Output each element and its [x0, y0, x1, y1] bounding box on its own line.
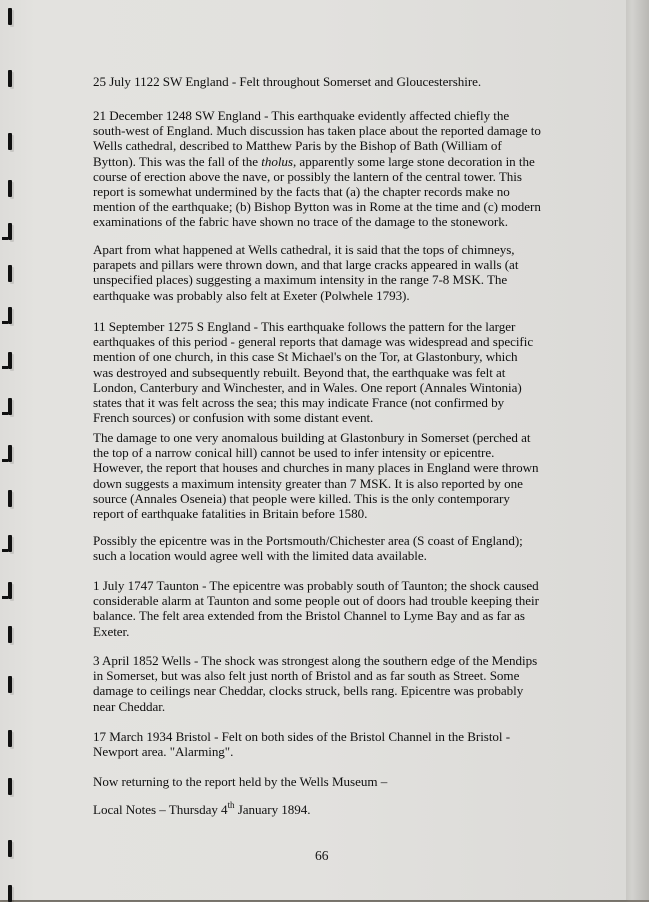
binding-hole	[8, 582, 12, 599]
text-line: mention of one church, in this case St Michael's on the Tor, at Glastonbury, which	[93, 349, 518, 365]
text-line: south-west of England. Much discussion has taken place about the reported damage to	[93, 123, 541, 139]
binding-hole	[8, 223, 12, 240]
binding-hole	[8, 676, 12, 693]
text-line: However, the report that houses and churches in many places in England were thrown	[93, 460, 539, 476]
binding-hole	[8, 885, 12, 902]
text-line: 3 April 1852 Wells - The shock was strongest along the southern edge of the Mendips	[93, 653, 538, 668]
text-line: considerable alarm at Taunton and some people out of doors had trouble keeping their	[93, 593, 539, 609]
binding-hole	[8, 307, 12, 324]
local-notes-before: Local Notes – Thursday 4	[93, 802, 228, 817]
text-line: states that it was felt across the sea; this may indicate France (not confirmed by	[93, 395, 505, 411]
text-line: French sources) or confusion with some distant event.	[93, 410, 374, 426]
binding-hole	[8, 398, 12, 415]
text-line: report is somewhat undermined by the facts that (a) the chapter records make no	[93, 184, 510, 200]
paragraph-wells-museum	[93, 774, 387, 789]
binding-hole	[8, 445, 12, 462]
text-line: mention of the earthquake; (b) Bishop Bytton was in Rome at the time and (c) modern	[93, 199, 541, 215]
text-line: down suggests a maximum intensity greater than 7 MSK. It is also reported by one	[93, 475, 523, 491]
binding-hole	[8, 70, 12, 87]
text-line: the top of a narrow conical hill) cannot be used to infer intensity or epicentre.	[93, 445, 495, 461]
text-line: 21 December 1248 SW England - This earthquake evidently affected chiefly the	[93, 108, 510, 123]
text-line: Newport area. "Alarming".	[93, 744, 234, 760]
binding-hole	[8, 8, 12, 25]
paragraph-1934	[93, 729, 510, 759]
text-line: earthquakes of this period - general reports that damage was widespread and specific	[93, 334, 534, 350]
text-line: Possibly the epicentre was in the Portsmouth/Chichester area (S coast of England);	[93, 533, 523, 548]
text-line: Bytton). This was the fall of the tholus, apparently some large stone decoration in the	[93, 153, 535, 169]
text-line: such a location would agree well with the limited data available.	[93, 548, 427, 564]
paragraph-1852	[93, 653, 537, 714]
local-notes-heading	[93, 802, 311, 817]
text-line: 1 July 1747 Taunton - The epicentre was probably south of Taunton; the shock caused	[93, 578, 539, 593]
text-line: Wells cathedral, described to Matthew Paris by the Bishop of Bath (William of	[93, 138, 502, 154]
binding-hole	[8, 840, 12, 857]
text-line: unspecified places) suggesting a maximum intensity in the range 7-8 MSK. The	[93, 272, 508, 288]
text-line: earthquake was probably also felt at Exeter (Polwhele 1793).	[93, 287, 410, 303]
text-line	[93, 802, 311, 817]
binding-hole	[8, 352, 12, 369]
text-line: balance. The felt area extended from the Bristol Channel to Lyme Bay and as far as	[93, 608, 525, 624]
binding-hole	[8, 265, 12, 282]
paragraph-1275	[93, 319, 533, 425]
page-number: 66	[315, 848, 329, 863]
text-line: source (Annales Oseneia) that people were killed. This is the only contemporary	[93, 490, 510, 506]
binding-hole	[8, 490, 12, 507]
text-line: report of earthquake fatalities in Britain before 1580.	[93, 506, 368, 522]
binding-hole	[8, 730, 12, 747]
paragraph-1747	[93, 578, 539, 639]
binding-hole	[8, 535, 12, 552]
text-line: 11 September 1275 S England - This earthquake follows the pattern for the larger	[93, 319, 516, 334]
local-notes-superscript: th	[227, 800, 235, 810]
text-line: near Cheddar.	[93, 698, 166, 714]
paragraph-wells-cathedral	[93, 242, 518, 303]
binding-hole	[8, 778, 12, 795]
paragraph-1122	[93, 74, 481, 89]
text-line: Now returning to the report held by the Wells Museum –	[93, 774, 388, 789]
local-notes-after: January 1894.	[234, 802, 311, 817]
text-line: The damage to one very anomalous building at Glastonbury in Somerset (perched at	[93, 430, 531, 445]
binding-hole	[8, 626, 12, 643]
text-line: 25 July 1122 SW England - Felt throughout Somerset and Gloucestershire.	[93, 74, 482, 89]
page-edge	[626, 0, 649, 900]
text-line: was destroyed and subsequently rebuilt. Beyond that, the earthquake was felt at	[93, 364, 506, 380]
text-line: Exeter.	[93, 623, 130, 639]
text-line: London, Canterbury and Winchester, and in Wales. One report (Annales Wintonia)	[93, 379, 522, 395]
binding-hole	[8, 133, 12, 150]
text-line: 17 March 1934 Bristol - Felt on both sides of the Bristol Channel in the Bristol -	[93, 729, 511, 744]
text-line: examinations of the fabric have shown no trace of the damage to the stonework.	[93, 214, 508, 230]
paragraph-1248	[93, 108, 541, 230]
paragraph-glastonbury	[93, 430, 539, 521]
binding-hole	[8, 180, 12, 197]
text-line: in Somerset, but was also felt just north of Bristol and as far south as Street. Some	[93, 668, 520, 684]
text-line: parapets and pillars were thrown down, and that large cracks appeared in walls (at	[93, 257, 519, 273]
text-line: damage to ceilings near Cheddar, clocks struck, bells rang. Epicentre was probably	[93, 683, 524, 699]
text-line: course of erection above the nave, or possibly the lantern of the central tower. This	[93, 168, 522, 184]
spiral-binding	[8, 0, 20, 900]
text-line: Apart from what happened at Wells cathedral, it is said that the tops of chimneys,	[93, 242, 515, 257]
paragraph-epicentre	[93, 533, 523, 563]
